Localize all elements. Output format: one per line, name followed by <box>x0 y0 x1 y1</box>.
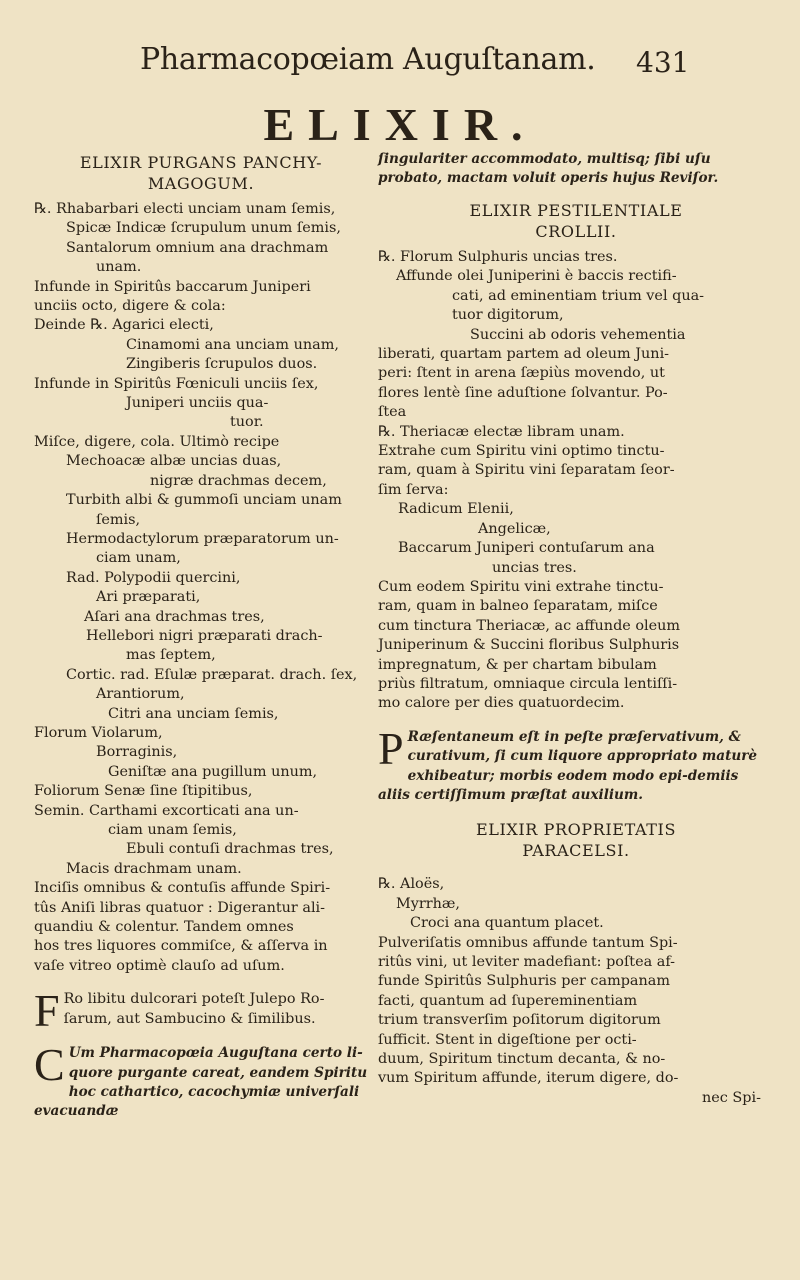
text-line: quandiu & colentur. Tandem omnes <box>34 919 294 936</box>
text-line: Juniperinum & Succini floribus Sulphuris <box>378 637 680 654</box>
page-header <box>140 42 700 92</box>
text-line: Radicum Elenii, <box>398 501 514 518</box>
text-line: Macis drachmam unam. <box>66 860 242 877</box>
text-line: Infunde in Spiritûs Fœniculi unciis ſex, <box>34 375 319 392</box>
text-line: Borraginis, <box>96 744 178 761</box>
text-line: trium transverſim poſitorum digitorum <box>378 1012 661 1029</box>
text-line: ℞. Rhabarbari electi unciam unam ſemis, <box>34 201 336 217</box>
text-line: Hermodactylorum præparatorum un- <box>66 530 339 547</box>
text-line: cati, ad eminentiam trium vel qua- <box>452 287 705 304</box>
text-line: Citri ana unciam ſemis, <box>108 705 279 722</box>
drop-cap: C <box>34 1039 65 1091</box>
text-line: flores lentè ſine aduſtione ſolvantur. Po- <box>378 384 668 401</box>
paragraph-praesentaneum <box>378 722 774 806</box>
text-line: priùs filtratum, omniaque circula lentiſſi- <box>378 675 678 692</box>
text-line: Zingiberis ſcrupulos duos. <box>126 356 318 373</box>
text-line: facti, quantum ad ſupereminentiam <box>378 992 638 1009</box>
drop-cap: P <box>378 722 404 774</box>
text-line: uncias tres. <box>492 559 577 576</box>
text-line: Cinamomi ana unciam unam, <box>126 336 339 353</box>
text-line: Myrrhæ, <box>396 895 460 912</box>
text-line: Croci ana quantum placet. <box>410 915 604 932</box>
text-line: Hellebori nigri præparati drach- <box>86 627 323 644</box>
left-column <box>34 150 368 1136</box>
text-line: Cum eodem Spiritu vini extrahe tinctu- <box>378 578 664 595</box>
text-line: Aſari ana drachmas tres, <box>84 608 265 625</box>
text-line: Santalorum omnium ana drachmam <box>66 239 329 256</box>
text-line: Angelicæ, <box>478 520 551 537</box>
text-line: tûs Aniſi libras quatuor : Digerantur ali- <box>34 899 326 916</box>
text-line: ſufficit. Stent in digeſtione per octi- <box>378 1031 637 1048</box>
text-line: liberati, quartam partem ad oleum Juni- <box>378 346 670 363</box>
text-line: Pulveriſatis omnibus affunde tantum Spi- <box>378 934 678 951</box>
text-line: ℞. Florum Sulphuris uncias tres. <box>378 249 618 265</box>
text-line: ciam unam ſemis, <box>108 822 237 838</box>
text-line: Cortic. rad. Eſulæ præparat. drach. ſex, <box>66 666 358 683</box>
text-line: Extrahe cum Spiritu vini optimo tinctu- <box>378 443 665 460</box>
text-line: ſtea <box>378 404 407 421</box>
paragraph-text: Um Pharmacopœia Auguſtana certo li-quore purgante careat, eandem Spiritu hoc cathartico, cacochymiæ univerſali evacuandæ <box>34 1045 368 1120</box>
text-line: Juniperi unciis qua- <box>126 395 269 412</box>
text-line: Baccarum Juniperi contuſarum ana <box>398 540 655 557</box>
spacer <box>378 867 774 875</box>
right-column <box>378 150 774 1108</box>
drop-cap: F <box>34 985 60 1037</box>
text-line: Arantiorum, <box>96 686 185 703</box>
text-line: Miſce, digere, cola. Ultimò recipe <box>34 433 280 450</box>
text-line: Ebuli contuſi drachmas tres, <box>126 841 334 858</box>
text-line: Turbith albi & gummoſi unciam unam <box>66 492 342 509</box>
section-heading-panchymagogum: ELIXIR PURGANS PANCHY- MAGOGUM. <box>79 153 323 193</box>
text-line: tuor digitorum, <box>452 307 564 324</box>
text-line: peri: ſtent in arena ſæpiùs movendo, ut <box>378 365 665 382</box>
text-line: Mechoacæ albæ uncias duas, <box>66 453 282 470</box>
text-line: unciis octo, digere & cola: <box>34 298 226 315</box>
continued-italic-line: ſingulariter accommodato, multisq; ſibi uſu <box>378 151 711 167</box>
text-line: ſemis, <box>96 511 141 528</box>
text-line: hos tres liquores commiſce, & aſſerva in <box>34 938 328 955</box>
page-number: 431 <box>636 46 690 79</box>
text-line: Spicæ Indicæ ſcrupulum unum ſemis, <box>66 220 341 237</box>
paragraph-fro <box>34 985 368 1037</box>
paragraph-text: Ræſentaneum eſt in peſte præſervativum, & curativum, ſi cum liquore appropriato maturè exhibeatur; morbis eodem modo epi-demiis aliis certiſſimum præſtat auxilium. <box>378 728 758 803</box>
section-heading-paracelsi: ELIXIR PROPRIETATIS PARACELSI. <box>475 820 677 861</box>
text-line: Rad. Polypodii quercini, <box>66 569 241 586</box>
text-line: Affunde olei Juniperini è baccis rectifi- <box>396 268 677 285</box>
text-line: unam. <box>96 259 142 276</box>
text-line: vum Spiritum affunde, iterum digere, do- <box>378 1070 679 1087</box>
main-title: ELIXIR. <box>263 99 537 150</box>
continued-italic-line: probato, mactam voluit operis hujus Reviſor. <box>378 170 719 186</box>
text-line: cum tinctura Theriacæ, ac affunde oleum <box>378 617 681 634</box>
text-line: Infunde in Spiritûs baccarum Juniperi <box>34 278 311 295</box>
text-line: funde Spiritûs Sulphuris per campanam <box>378 973 671 990</box>
text-line: ℞. Aloës, <box>378 876 445 893</box>
text-line: ciam unam, <box>96 550 181 567</box>
text-line: nigræ drachmas decem, <box>150 472 327 489</box>
text-line: ritûs vini, ut leviter madefiant: poſtea af- <box>378 954 675 970</box>
text-line: Ari præparati, <box>96 589 201 606</box>
text-line: Florum Violarum, <box>34 724 163 741</box>
text-line: ram, quam in balneo ſeparatam, miſce <box>378 598 658 615</box>
text-line: Geniſtæ ana pugillum unum, <box>108 763 318 780</box>
running-title: Pharmacopœiam Auguſtanam. <box>140 42 596 77</box>
text-line: tuor. <box>230 414 264 431</box>
text-line: ℞. Theriacæ electæ libram unam. <box>378 423 625 440</box>
text-line: mo calore per dies quatuordecim. <box>378 695 625 712</box>
text-line: ram, quam à Spiritu vini ſeparatam ſeor- <box>378 462 675 479</box>
paragraph-cum <box>34 1039 368 1122</box>
text-line: Inciſis omnibus & contuſis affunde Spiri- <box>34 880 331 897</box>
section-heading-crollii: ELIXIR PESTILENTIALE CROLLII. <box>469 201 683 241</box>
text-line: Succini ab odoris vehementia <box>470 326 686 343</box>
text-line: Deinde ℞. Agarici electi, <box>34 317 214 334</box>
text-line: duum, Spiritum tinctum decanta, & no- <box>378 1051 666 1068</box>
text-line: mas ſeptem, <box>126 647 216 664</box>
text-line: Semin. Carthami excorticati ana un- <box>34 802 299 819</box>
text-line: ſim ſerva: <box>378 481 449 498</box>
catchword: nec Spi- <box>702 1089 761 1106</box>
text-line: Foliorum Senæ ſine ſtipitibus, <box>34 783 253 800</box>
paragraph-text: Ro libitu dulcorari poteſt Julepo Ro-ſarum, aut Sambucino & ſimilibus. <box>63 991 325 1027</box>
text-line: impregnatum, & per chartam bibulam <box>378 656 657 673</box>
text-line: vaſe vitreo optimè clauſo ad uſum. <box>34 957 285 974</box>
